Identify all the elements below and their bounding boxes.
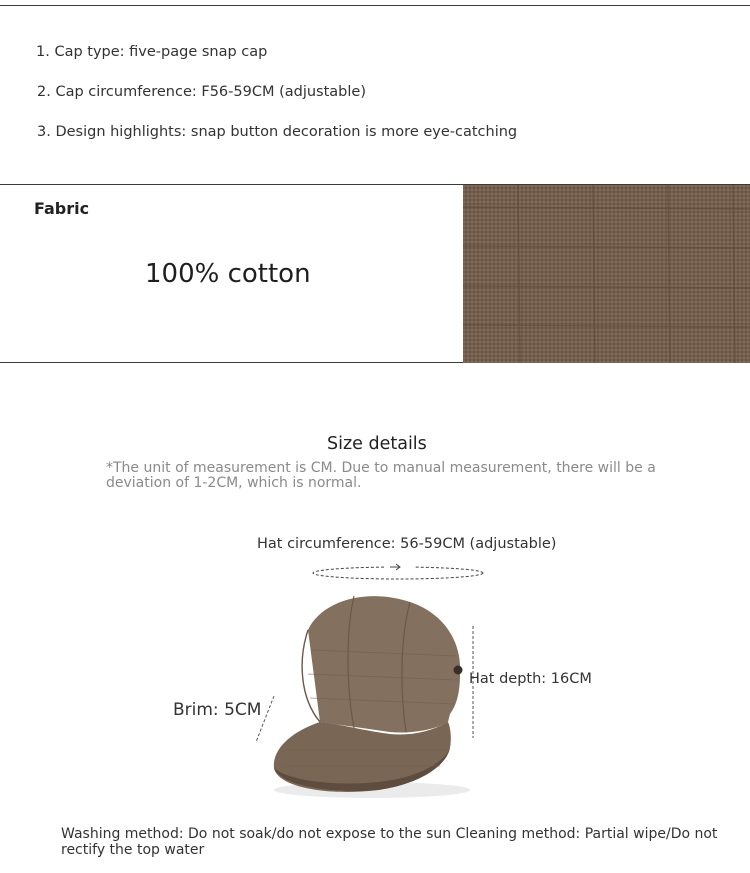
cap-image (250, 590, 475, 802)
hat-circumference-label: Hat circumference: 56-59CM (adjustable) (257, 536, 557, 552)
brim-label: Brim: 5CM (173, 700, 262, 720)
fabric-title: Fabric (34, 199, 90, 218)
spec-design-highlights: 3. Design highlights: snap button decoration is more eye-catching (37, 124, 518, 140)
size-details-title: Size details (327, 434, 427, 454)
spec-cap-circumference: 2. Cap circumference: F56-59CM (adjustable) (37, 84, 366, 100)
circumference-ellipse-icon (310, 563, 486, 583)
fabric-swatch-image (463, 185, 750, 363)
fabric-value: 100% cotton (145, 259, 311, 289)
top-divider (0, 5, 750, 6)
measurement-note: *The unit of measurement is CM. Due to manual measurement, there will be a deviation of 1-2CM, which is normal. (106, 460, 656, 491)
spec-cap-type: 1. Cap type: five-page snap cap (36, 44, 268, 60)
washing-method-text: Washing method: Do not soak/do not expose to the sun Cleaning method: Partial wipe/Do not rectify the top water (61, 826, 718, 858)
hat-depth-label: Hat depth: 16CM (469, 671, 592, 687)
